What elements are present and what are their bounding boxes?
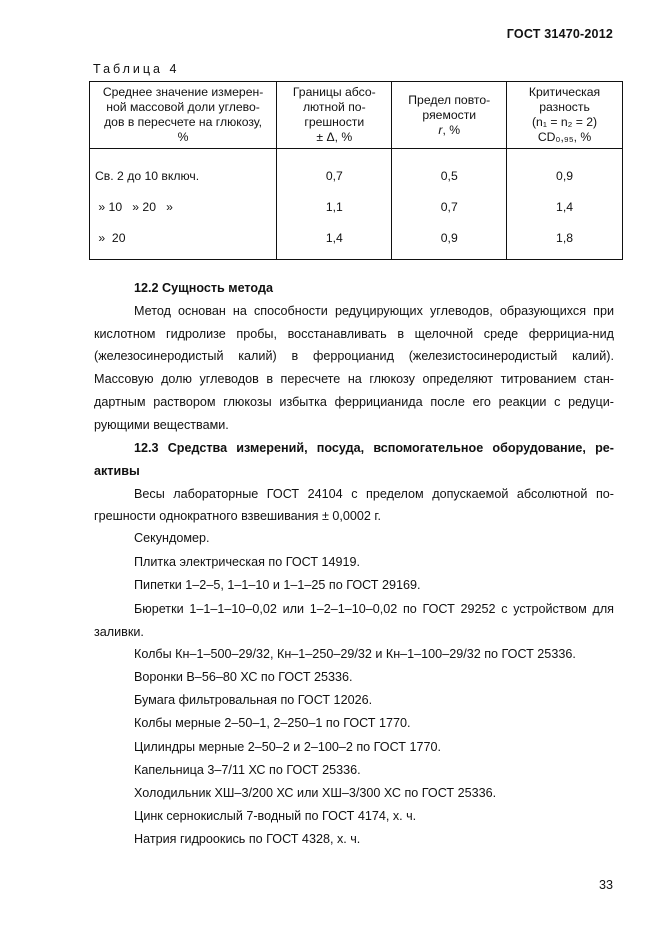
cell-range: Св. 2 до 10 включ.: [90, 149, 277, 192]
cell-delta: 1,1: [277, 191, 392, 222]
cell-r: 0,7: [392, 191, 507, 222]
header-repeatability-limit: Предел повто- ряемости r, %: [392, 82, 507, 149]
list-item: Холодильник ХШ–3/200 ХС или ХШ–3/300 ХС по ГОСТ 25336.: [134, 786, 497, 800]
section-12-2: [94, 277, 614, 437]
cell-range: » 10 » 20 »: [90, 191, 277, 222]
list-item: Цинк сернокислый 7-водный по ГОСТ 4174, х. ч.: [134, 809, 417, 823]
cell-cd: 0,9: [507, 149, 623, 192]
cell-r: 0,9: [392, 222, 507, 260]
list-item: Цилиндры мерные 2–50–2 и 2–100–2 по ГОСТ 1770.: [134, 740, 441, 754]
table-4: [89, 81, 623, 260]
cell-cd: 1,8: [507, 222, 623, 260]
page-number: 33: [598, 878, 613, 892]
list-item: Бюретки 1–1–1–10–0,02 или 1–2–1–10–0,02 по ГОСТ 29252 с устройством для заливки.: [94, 602, 614, 639]
cell-delta: 0,7: [277, 149, 392, 192]
header-mass-fraction: Среднее значение измерен- ной массовой доли углево- дов в пересчете на глюкозу, %: [90, 82, 277, 149]
list-item: Колбы мерные 2–50–1, 2–250–1 по ГОСТ 1770.: [134, 716, 411, 730]
section-paragraph: Метод основан на способности редуцирующих углеводов, образующихся при кислотном гидролизе пробы, восстанавливать в щелочной среде феррициа-нид (железосинеродистый калий) в ферроцианид (железистосинеродистый калий). Массовую долю углеводов в пересчете на глюкозу определяют титрованием стан-дартным раствором глюкозы избытка феррицианида после его реакции с редуци-рующими веществами.: [94, 303, 614, 432]
cell-range: » 20: [90, 222, 277, 260]
table-row: [90, 191, 623, 222]
list-item: Плитка электрическая по ГОСТ 14919.: [134, 555, 361, 569]
list-item: Воронки В–56–80 ХС по ГОСТ 25336.: [134, 670, 353, 684]
header-error-limits: Границы абсо- лютной по- грешности ± Δ, %: [277, 82, 392, 149]
list-item: Бумага фильтровальная по ГОСТ 12026.: [134, 693, 373, 707]
table-title: Таблица 4: [93, 62, 180, 76]
section-heading: 12.3 Средства измерений, посуда, вспомогательное оборудование, ре-активы: [94, 441, 614, 478]
cell-cd: 1,4: [507, 191, 623, 222]
table-row: [90, 222, 623, 260]
list-item: Капельница 3–7/11 ХС по ГОСТ 25336.: [134, 763, 361, 777]
list-item: Весы лабораторные ГОСТ 24104 с пределом допускаемой абсолютной по-грешности однократного взвешивания ± 0,0002 г.: [94, 486, 614, 524]
list-item: Натрия гидроокись по ГОСТ 4328, х. ч.: [134, 832, 361, 846]
table-row: [90, 149, 623, 192]
section-heading: 12.2 Сущность метода: [134, 281, 273, 295]
header-critical-difference: Критическая разность (n₁ = n₂ = 2) CD₀,₉₅, %: [507, 82, 623, 149]
cell-delta: 1,4: [277, 222, 392, 260]
standard-number: ГОСТ 31470-2012: [506, 27, 613, 41]
table-header-row: [90, 82, 623, 149]
list-item: Пипетки 1–2–5, 1–1–10 и 1–1–25 по ГОСТ 29169.: [134, 578, 421, 592]
cell-r: 0,5: [392, 149, 507, 192]
list-item: Секундомер.: [134, 531, 210, 545]
section-12-3: [94, 437, 614, 528]
list-item: Колбы Кн–1–500–29/32, Кн–1–250–29/32 и Кн–1–100–29/32 по ГОСТ 25336.: [134, 647, 576, 661]
